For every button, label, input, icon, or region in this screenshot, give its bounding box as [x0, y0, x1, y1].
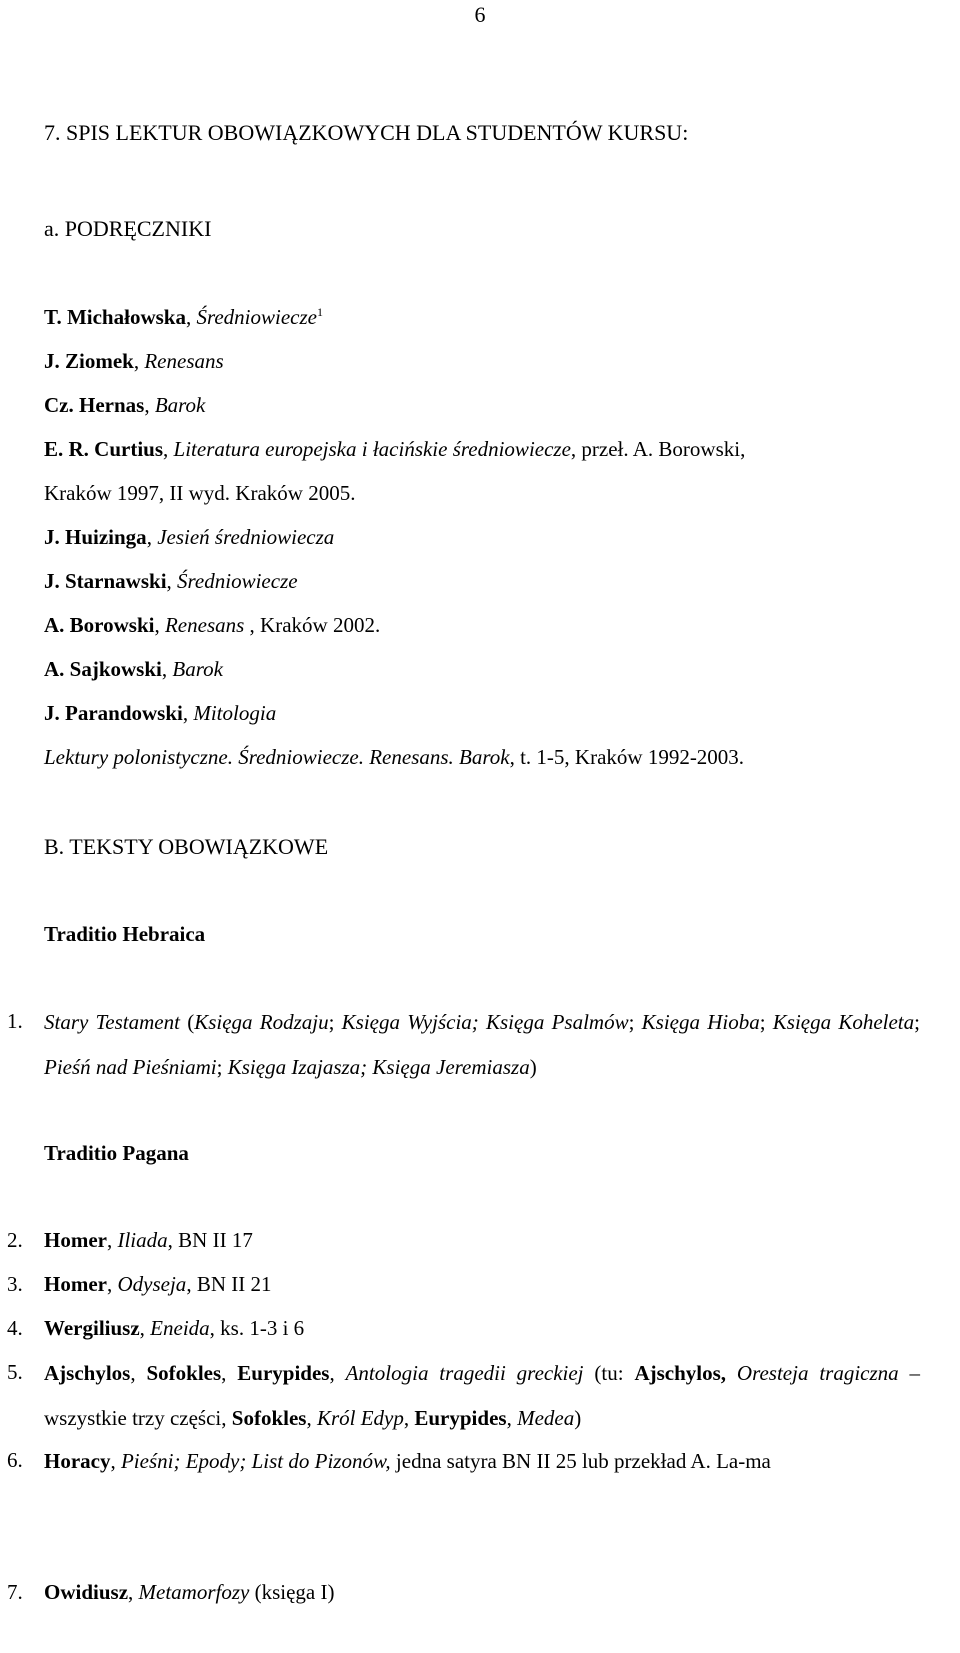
list-number: 2.: [7, 1228, 23, 1252]
traditio-hebraica-heading: Traditio Hebraica: [44, 922, 206, 946]
list-number: 7.: [7, 1580, 23, 1604]
textbook-entry: J. Ziomek, Renesans: [44, 349, 224, 373]
entry-author: J. Ziomek: [44, 349, 134, 373]
textbook-entry: Cz. Hernas, Barok: [44, 393, 206, 417]
list-number: 5.: [7, 1360, 23, 1384]
entry-title: Barok: [172, 657, 223, 681]
entry-title: Lektury polonistyczne. Średniowiecze. Renesans. Barok: [44, 745, 510, 769]
list-item: Wergiliusz, Eneida, ks. 1-3 i 6: [44, 1316, 305, 1340]
entry-author: J. Parandowski: [44, 701, 183, 725]
list-number: 4.: [7, 1316, 23, 1340]
textbook-entry: J. Parandowski, Mitologia: [44, 701, 277, 725]
entry-author: Cz. Hernas: [44, 393, 145, 417]
entry-author: T. Michałowska: [44, 305, 186, 329]
entry-author: J. Starnawski: [44, 569, 167, 593]
entry-title: Renesans: [144, 349, 224, 373]
section-b-heading: B. TEKSTY OBOWIĄZKOWE: [44, 834, 329, 859]
footnote-marker: 1: [317, 305, 323, 319]
list-item: Horacy, Pieśni; Epody; List do Pizonów, jedna satyra BN II 25 lub przekład A. La-ma: [44, 1449, 771, 1473]
entry-title: Barok: [154, 393, 206, 417]
entry-details: , t. 1-5, Kraków 1992-2003.: [509, 745, 745, 769]
entry-title: Średniowiecze: [177, 569, 298, 593]
entry-title: Średniowiecze: [196, 305, 317, 329]
section-a-heading: a. PODRĘCZNIKI: [44, 216, 212, 241]
textbook-entry: J. Starnawski, Średniowiecze: [44, 569, 298, 593]
entry-author: E. R. Curtius: [44, 437, 164, 461]
traditio-pagana-heading: Traditio Pagana: [44, 1141, 189, 1165]
entry-title: Mitologia: [193, 701, 277, 725]
entry-author: J. Huizinga: [44, 525, 147, 549]
page-number: 6: [474, 2, 486, 27]
entry-author: A. Borowski: [44, 613, 155, 637]
list-number: 1.: [7, 1009, 23, 1033]
entry-details: , Kraków 2002.: [244, 613, 381, 637]
entry-title: Renesans: [164, 613, 245, 637]
list-item: Homer, Odyseja, BN II 21: [44, 1272, 272, 1296]
list-number: 3.: [7, 1272, 23, 1296]
textbook-entry: A. Sajkowski, Barok: [44, 657, 223, 681]
entry-details: , przeł. A. Borowski,: [570, 437, 746, 461]
textbook-entry: T. Michałowska, Średniowiecze$^1$: [44, 305, 323, 329]
list-item: Homer, Iliada, BN II 17: [44, 1228, 253, 1252]
textbook-entry: E. R. Curtius, Literatura europejska i łacińskie średniowiecze, przeł. A. Borowski,: [44, 437, 746, 461]
entry-title: Jesień średniowiecza: [157, 525, 335, 549]
textbook-entry: [44, 745, 744, 770]
page-title: 7. SPIS LEKTUR OBOWIĄZKOWYCH DLA STUDENTÓW KURSU:: [44, 120, 689, 145]
textbook-entry-continuation: Kraków 1997, II wyd. Kraków 2005.: [44, 481, 356, 505]
list-item: Ajschylos, Sofokles, Eurypides, Antologia tragedii greckiej (tu: Ajschylos, Oresteja tragiczna – wszystkie trzy części, Sofokles, Król Edyp, Eurypides, Medea): [44, 1361, 921, 1430]
entry-title: Literatura europejska i łacińskie średniowiecze: [173, 437, 571, 461]
list-item: Stary Testament (Księga Rodzaju; Księga Wyjścia; Księga Psalmów; Księga Hioba; Księga Koheleta; Pieśń nad Pieśniami; Księga Izajasza; Księga Jeremiasza): [44, 1010, 920, 1079]
textbook-entry: J. Huizinga, Jesień średniowiecza: [44, 525, 335, 549]
list-number: 6.: [7, 1448, 23, 1472]
textbook-entry: A. Borowski, Renesans , Kraków 2002.: [44, 613, 381, 637]
list-item: Owidiusz, Metamorfozy (księga I): [44, 1580, 335, 1604]
entry-author: A. Sajkowski: [44, 657, 162, 681]
